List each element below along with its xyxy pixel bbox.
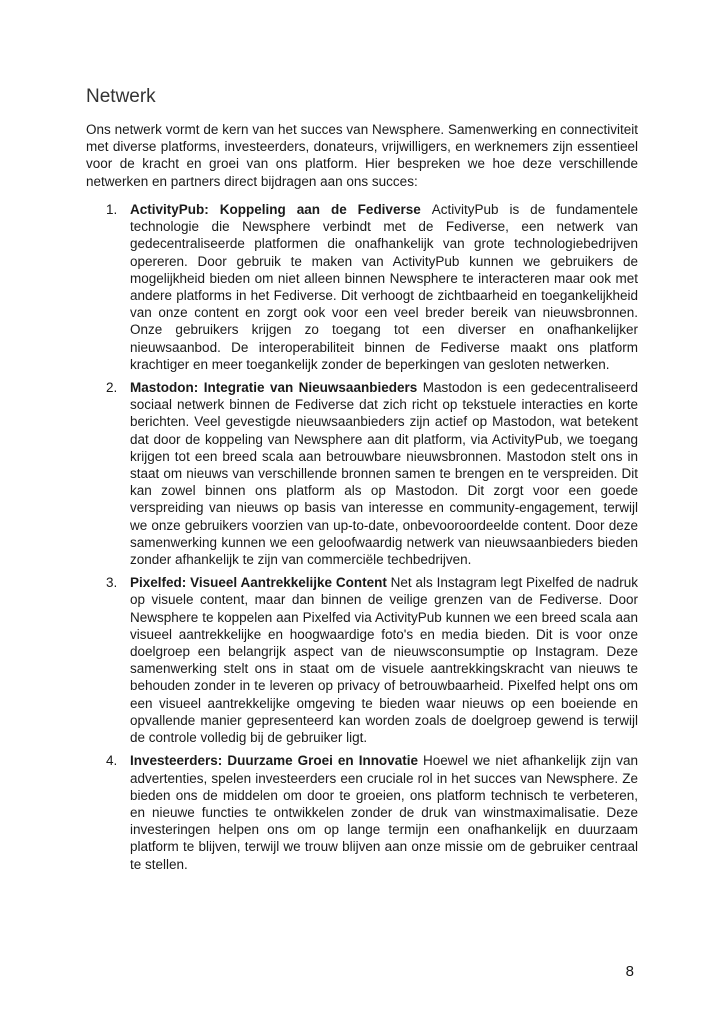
- list-item-body: ActivityPub is de fundamentele technologie die Newsphere verbindt met de Fediverse, een netwerk van gedecentraliseerde platformen die onafhankelijk van grote technologiebedrijven opereren. Door gebruik te maken van ActivityPub kunnen we gebruikers de mogelijkheid bieden om niet alleen binnen Newsphere te interacteren maar ook met andere platforms in het Fediverse. Dit verhoogt de zichtbaarheid en toegankelijkheid van onze content en zorgt ook voor een veel breder bereik van nieuwsbronnen. Onze gebruikers krijgen zo toegang tot een diverser en onafhankelijker nieuwsaanbod. De interoperabiliteit binnen de Fediverse maakt ons platform krachtiger en meer toegankelijk zonder de beperkingen van gesloten netwerken.: [130, 202, 638, 372]
- numbered-list: [86, 201, 638, 879]
- section-heading: Netwerk: [86, 86, 156, 107]
- list-item-title: ActivityPub: Koppeling aan de Fediverse: [130, 202, 432, 217]
- list-item-body: Mastodon is een gedecentraliseerd sociaal netwerk binnen de Fediverse dat zich richt op tekstuele interacties en korte berichten. Veel gevestigde nieuwsaanbieders zijn actief op Mastodon, wat betekent dat door de koppeling van Newsphere aan dit platform, via ActivityPub, we toegang krijgen tot een breed scala aan betrouwbare nieuwsbronnen. Mastodon stelt ons in staat om nieuws van verschillende bronnen samen te brengen en te verspreiden. Dit kan zowel binnen ons platform als op Mastodon. Dit zorgt voor een goede verspreiding van nieuws op basis van interesse en community-engagement, terwijl we onze gebruikers voorzien van up-to-date, onbevooroordeelde content. Door deze samenwerking kunnen we een geloofwaardig netwerk van nieuwsaanbieders bieden zonder afhankelijk te zijn van commerciële techbedrijven.: [130, 380, 638, 568]
- list-item: [86, 379, 638, 568]
- list-item-number: 1.: [106, 202, 118, 217]
- list-item: [86, 752, 638, 872]
- list-item: [86, 201, 638, 373]
- list-item-title: Pixelfed: Visueel Aantrekkelijke Content: [130, 575, 391, 591]
- list-item-number: 2.: [106, 380, 118, 396]
- list-item-title: Mastodon: Integratie van Nieuwsaanbieders: [130, 380, 423, 396]
- list-item-title: Investeerders: Duurzame Groei en Innovatie: [130, 753, 423, 769]
- list-item-body: Net als Instagram legt Pixelfed de nadruk op visuele content, maar dan binnen de veilige grenzen van de Fediverse. Door Newsphere te koppelen aan Pixelfed via ActivityPub kunnen we een breed scala aan visueel aantrekkelijke en hoogwaardige foto's en media bieden. Dit is voor onze doelgroep een belangrijk aspect van de nieuwsconsumptie op Instagram. Deze samenwerking stelt ons in staat om de visuele aantrekkingskracht van nieuws te behouden zonder in te leveren op privacy of betrouwbaarheid. Pixelfed helpt ons om een visueel aantrekkelijke omgeving te bieden waar nieuws op een boeiende en opvallende manier gepresenteerd kan worden zoals de doelgroep gewend is terwijl de controle volledig bij de gebruiker ligt.: [130, 575, 638, 746]
- list-item: [86, 574, 638, 746]
- list-item-body: Hoewel we niet afhankelijk zijn van advertenties, spelen investeerders een cruciale rol in het succes van Newsphere. Ze bieden ons de middelen om door te groeien, ons platform technisch te verbeteren, en nieuwe functies te ontwikkelen zonder de druk van winstmaximalisatie. Deze investeringen helpen ons om op lange termijn een onafhankelijk en duurzaam platform te blijven, terwijl we trouw blijven aan onze missie om de gebruiker centraal te stellen.: [130, 753, 638, 872]
- list-item-number: 4.: [106, 753, 118, 769]
- page-number: 8: [625, 963, 634, 980]
- list-item-number: 3.: [106, 575, 118, 591]
- intro-paragraph: Ons netwerk vormt de kern van het succes van Newsphere. Samenwerking en connectiviteit met diverse platforms, investeerders, donateurs, vrijwilligers, en werknemers zijn essentieel voor de kracht en groei van ons platform. Hier bespreken we hoe deze verschillende netwerken en partners direct bijdragen aan ons succes:: [86, 122, 638, 189]
